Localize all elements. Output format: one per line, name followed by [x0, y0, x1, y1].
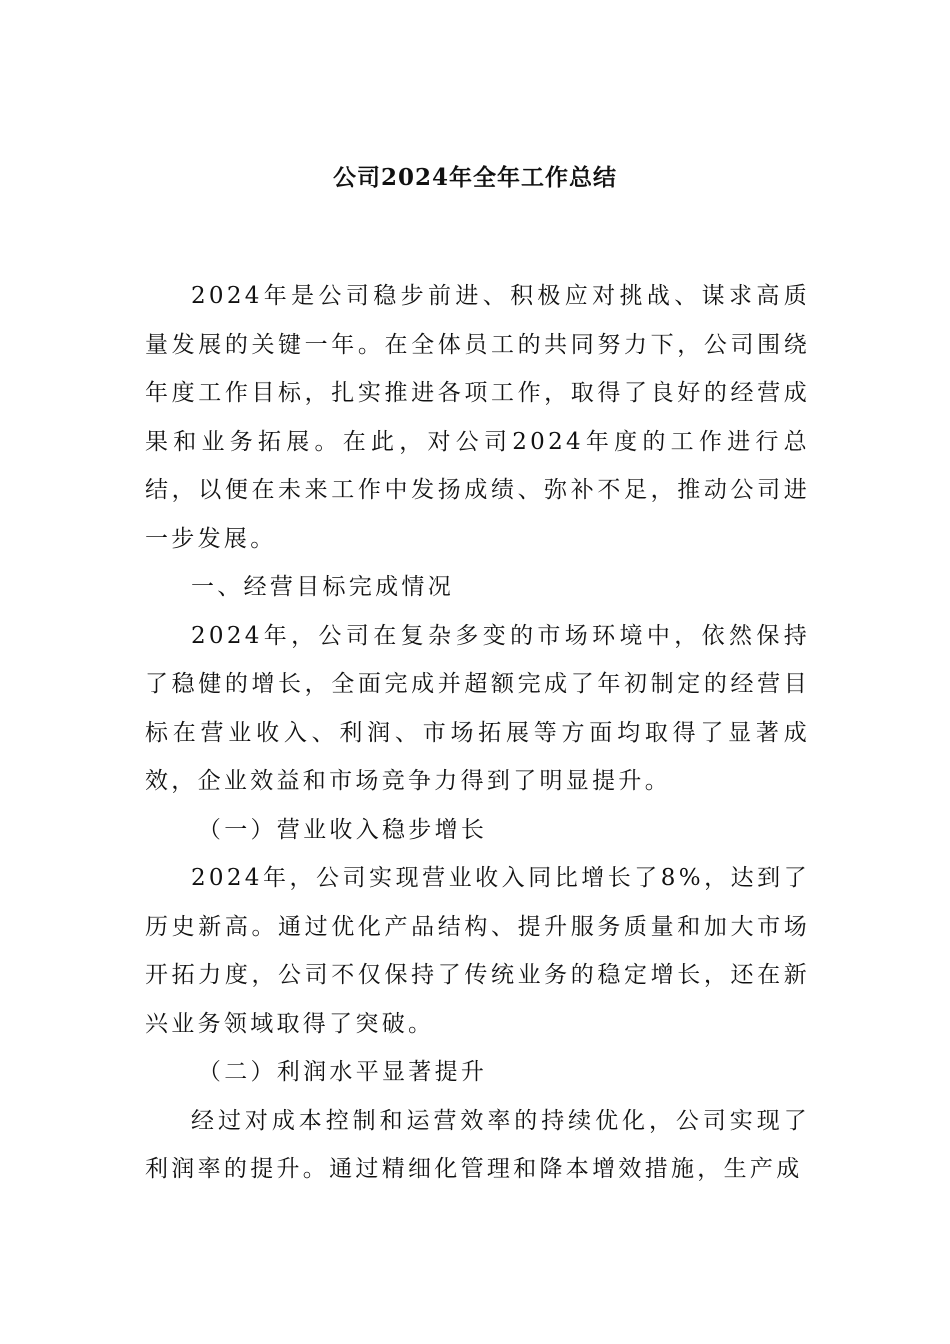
subsection-1-paragraph: 2024年，公司实现营业收入同比增长了8%，达到了历史新高。通过优化产品结构、提升服务质量和加大市场开拓力度，公司不仅保持了传统业务的稳定增长，还在新兴业务领域取得了突破。	[145, 865, 810, 1037]
section-1-paragraph: 2024年，公司在复杂多变的市场环境中，依然保持了稳健的增长，全面完成并超额完成了年初制定的经营目标在营业收入、利润、市场拓展等方面均取得了显著成效，企业效益和市场竞争力得到了明显提升。	[145, 622, 810, 794]
document-body	[145, 272, 810, 1194]
document-title: 公司2024年全年工作总结	[332, 164, 617, 191]
subsection-2-paragraph: 经过对成本控制和运营效率的持续优化，公司实现了利润率的提升。通过精细化管理和降本增效措施，生产成	[145, 1107, 810, 1182]
section-1-heading: 一、经营目标完成情况	[191, 574, 454, 600]
intro-paragraph: 2024年是公司稳步前进、积极应对挑战、谋求高质量发展的关键一年。在全体员工的共同努力下，公司围绕年度工作目标，扎实推进各项工作，取得了良好的经营成果和业务拓展。在此，对公司2024年度的工作进行总结，以便在未来工作中发扬成绩、弥补不足，推动公司进一步发展。	[145, 283, 810, 552]
subsection-1-heading: （一）营业收入稳步增长	[197, 816, 488, 843]
subsection-2-heading: （二）利润水平显著提升	[197, 1059, 488, 1085]
